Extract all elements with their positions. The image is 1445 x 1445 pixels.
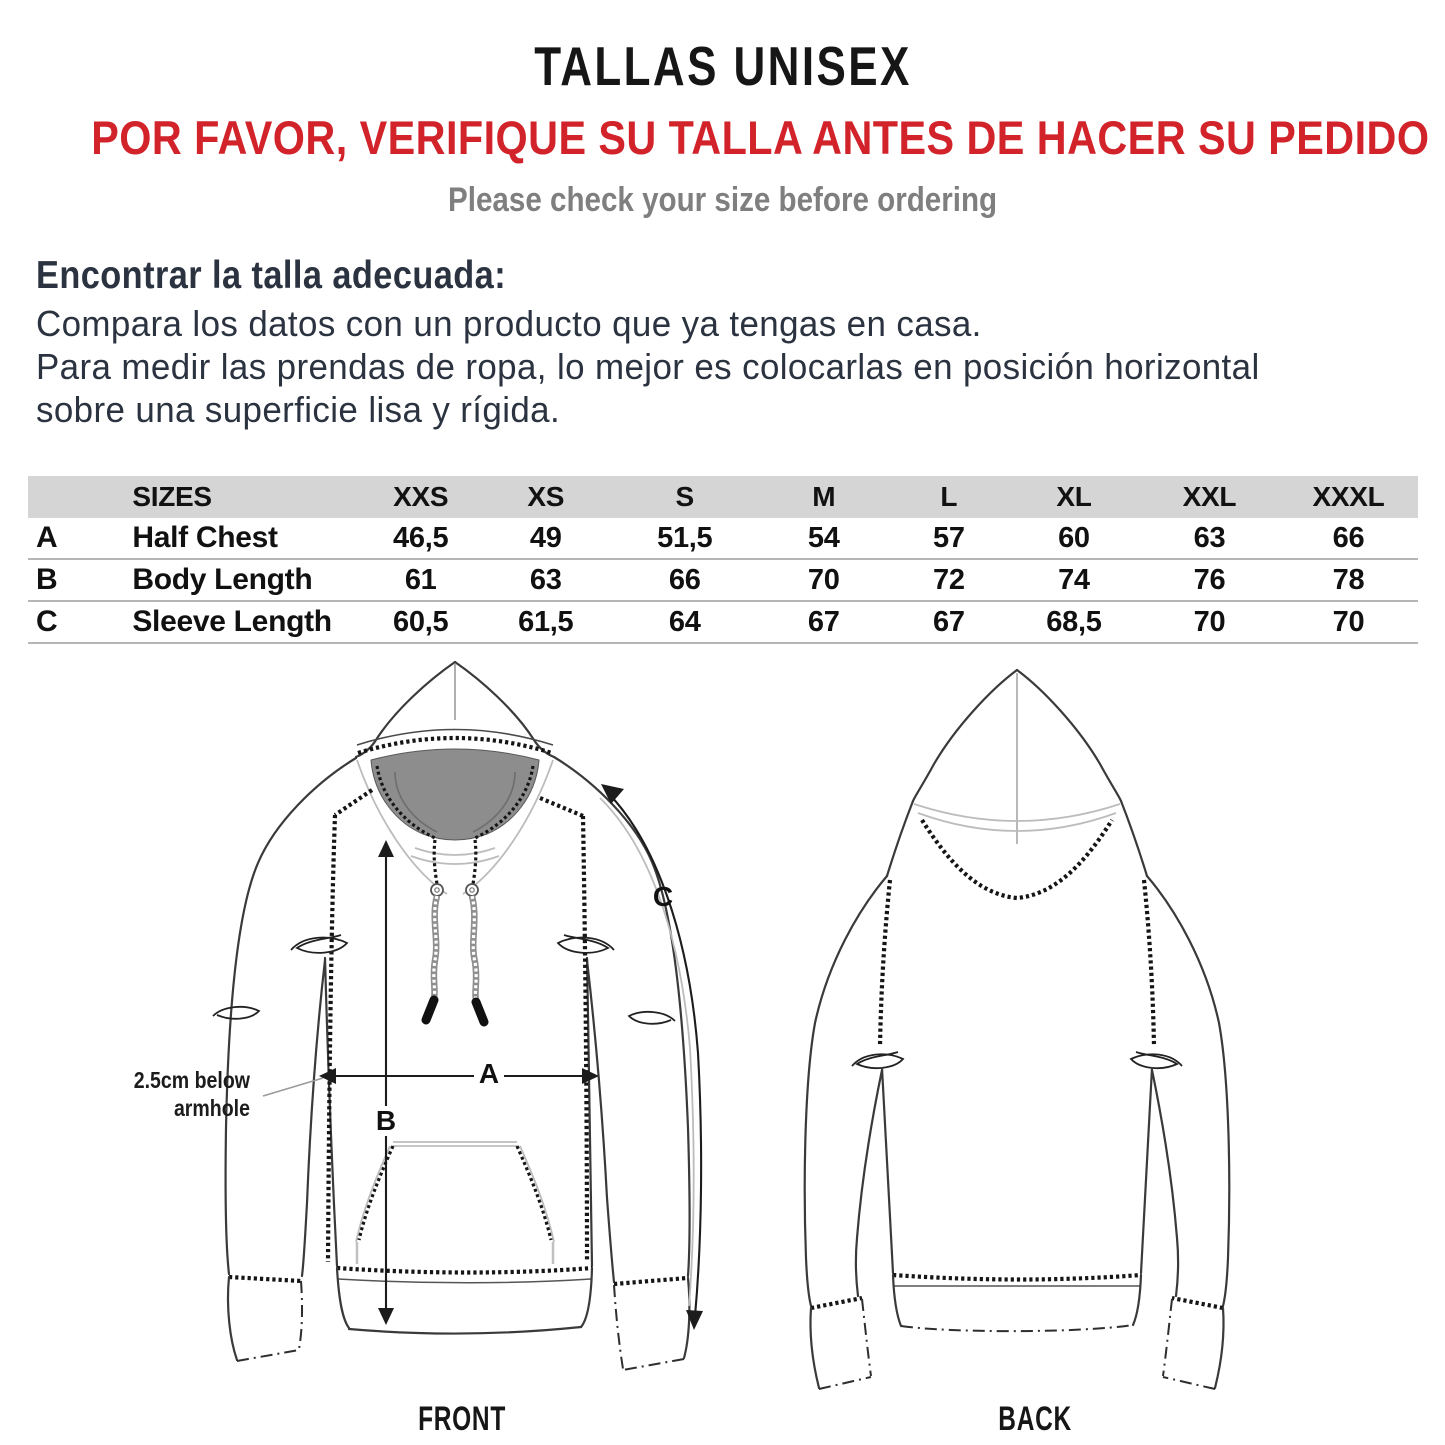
row-label: Half Chest — [132, 521, 278, 554]
front-view-label-text: FRONT — [418, 1400, 506, 1438]
hem-stitch — [893, 1275, 1141, 1280]
size-value: 51,5 — [657, 521, 713, 554]
cuff-stitch — [811, 1298, 862, 1308]
row-letter: B — [28, 559, 118, 601]
size-value: 63 — [1193, 521, 1226, 554]
warning-spanish-text: POR FAVOR, VERIFIQUE SU TALLA ANTES DE HACER SU PEDIDO — [91, 111, 1430, 164]
size-value: 78 — [1279, 559, 1418, 601]
hem-stitch — [337, 1268, 592, 1273]
size-value: 46,5 — [393, 521, 449, 554]
measure-c-label: C — [652, 881, 674, 912]
page-title-text: TALLAS UNISEX — [533, 35, 912, 97]
intro-heading-text: Encontrar la talla adecuada: — [36, 254, 507, 297]
size-value: 66 — [1332, 521, 1365, 554]
table-row-sleeve-length — [28, 601, 1418, 643]
eyelet — [431, 884, 443, 896]
size-value: 60 — [1058, 521, 1090, 554]
size-value: 76 — [1140, 559, 1279, 601]
pocket-stitch — [517, 1146, 551, 1240]
raglan-stitch — [1144, 880, 1154, 1046]
front-hoodie-diagram — [95, 648, 735, 1408]
intro-line-2-text: Para medir las prendas de ropa, lo mejor es colocarlas en posición horizontal — [36, 346, 1260, 387]
size-value: 67 — [758, 601, 890, 643]
drawstrings — [426, 884, 484, 1022]
header-empty-cell — [28, 476, 118, 518]
drawstring-tip — [476, 1002, 484, 1022]
measure-b-arrow — [378, 840, 394, 1325]
size-value: 66 — [612, 559, 758, 601]
header-xxl: XXL — [1140, 476, 1279, 518]
cuff-stitch — [614, 1278, 687, 1284]
measure-c-arrow — [600, 784, 703, 1330]
row-label: Body Length — [118, 559, 361, 601]
header-sizes: SIZES — [118, 476, 361, 518]
cuff-stitch — [229, 1277, 301, 1281]
size-value: 67 — [890, 601, 1008, 643]
back-hoodie-diagram — [770, 648, 1330, 1408]
fabric-fold-squiggles — [213, 935, 675, 1024]
header-xs: XS — [480, 476, 612, 518]
header-xxs: XXS — [362, 476, 480, 518]
page-title — [0, 34, 1445, 98]
row-label: Sleeve Length — [118, 601, 361, 643]
warning-english — [0, 181, 1445, 220]
intro-line-2 — [36, 346, 1297, 388]
back-body — [882, 1068, 1152, 1331]
drawstring-tip — [426, 1000, 434, 1020]
size-value: 60,5 — [362, 601, 480, 643]
back-hood — [913, 670, 1121, 898]
intro-line-1 — [36, 303, 1011, 345]
eyelet — [466, 884, 478, 896]
hood-inner-lining — [371, 749, 539, 840]
size-value: 64 — [612, 601, 758, 643]
size-table — [28, 476, 1418, 644]
size-value: 74 — [1008, 559, 1140, 601]
back-left-sleeve — [805, 876, 887, 1389]
warning-spanish — [0, 110, 1445, 165]
raglan-stitch — [880, 880, 890, 1046]
back-view-label — [935, 1400, 1135, 1439]
warning-english-text: Please check your size before ordering — [447, 181, 998, 219]
header-xl: XL — [1008, 476, 1140, 518]
front-view-label — [362, 1400, 562, 1439]
row-letter: C — [28, 601, 118, 643]
intro-line-3-text: sobre una superficie lisa y rígida. — [36, 389, 561, 430]
back-right-sleeve — [1147, 876, 1229, 1389]
header-xxxl: XXXL — [1279, 476, 1418, 518]
back-view-label-text: BACK — [998, 1400, 1072, 1438]
size-value: 61,5 — [480, 601, 612, 643]
size-value: 68,5 — [1008, 601, 1140, 643]
armhole-note: 2.5cm below armhole — [133, 1067, 250, 1121]
row-letter: A — [36, 521, 58, 554]
size-value: 54 — [807, 521, 840, 554]
front-seam-stitching — [328, 790, 587, 1262]
size-value: 70 — [1140, 601, 1279, 643]
size-value: 61 — [362, 559, 480, 601]
measure-b-label: B — [371, 1106, 401, 1136]
intro-heading — [36, 254, 570, 298]
table-row-half-chest — [28, 518, 1418, 559]
intro-line-3 — [36, 389, 576, 431]
header-m: M — [758, 476, 890, 518]
table-row-body-length — [28, 559, 1418, 601]
header-l: L — [890, 476, 1008, 518]
size-value: 63 — [480, 559, 612, 601]
size-value: 57 — [933, 521, 965, 554]
front-right-sleeve — [554, 757, 690, 1370]
size-value: 70 — [758, 559, 890, 601]
intro-line-1-text: Compara los datos con un producto que ya tengas en casa. — [36, 303, 982, 344]
size-value: 49 — [529, 521, 562, 554]
measure-a-label: A — [474, 1059, 504, 1089]
header-s: S — [612, 476, 758, 518]
cuff-stitch — [1172, 1298, 1223, 1308]
size-value: 70 — [1279, 601, 1418, 643]
pocket-stitch — [359, 1146, 393, 1240]
size-table-header-row — [28, 476, 1418, 518]
size-value: 72 — [890, 559, 1008, 601]
